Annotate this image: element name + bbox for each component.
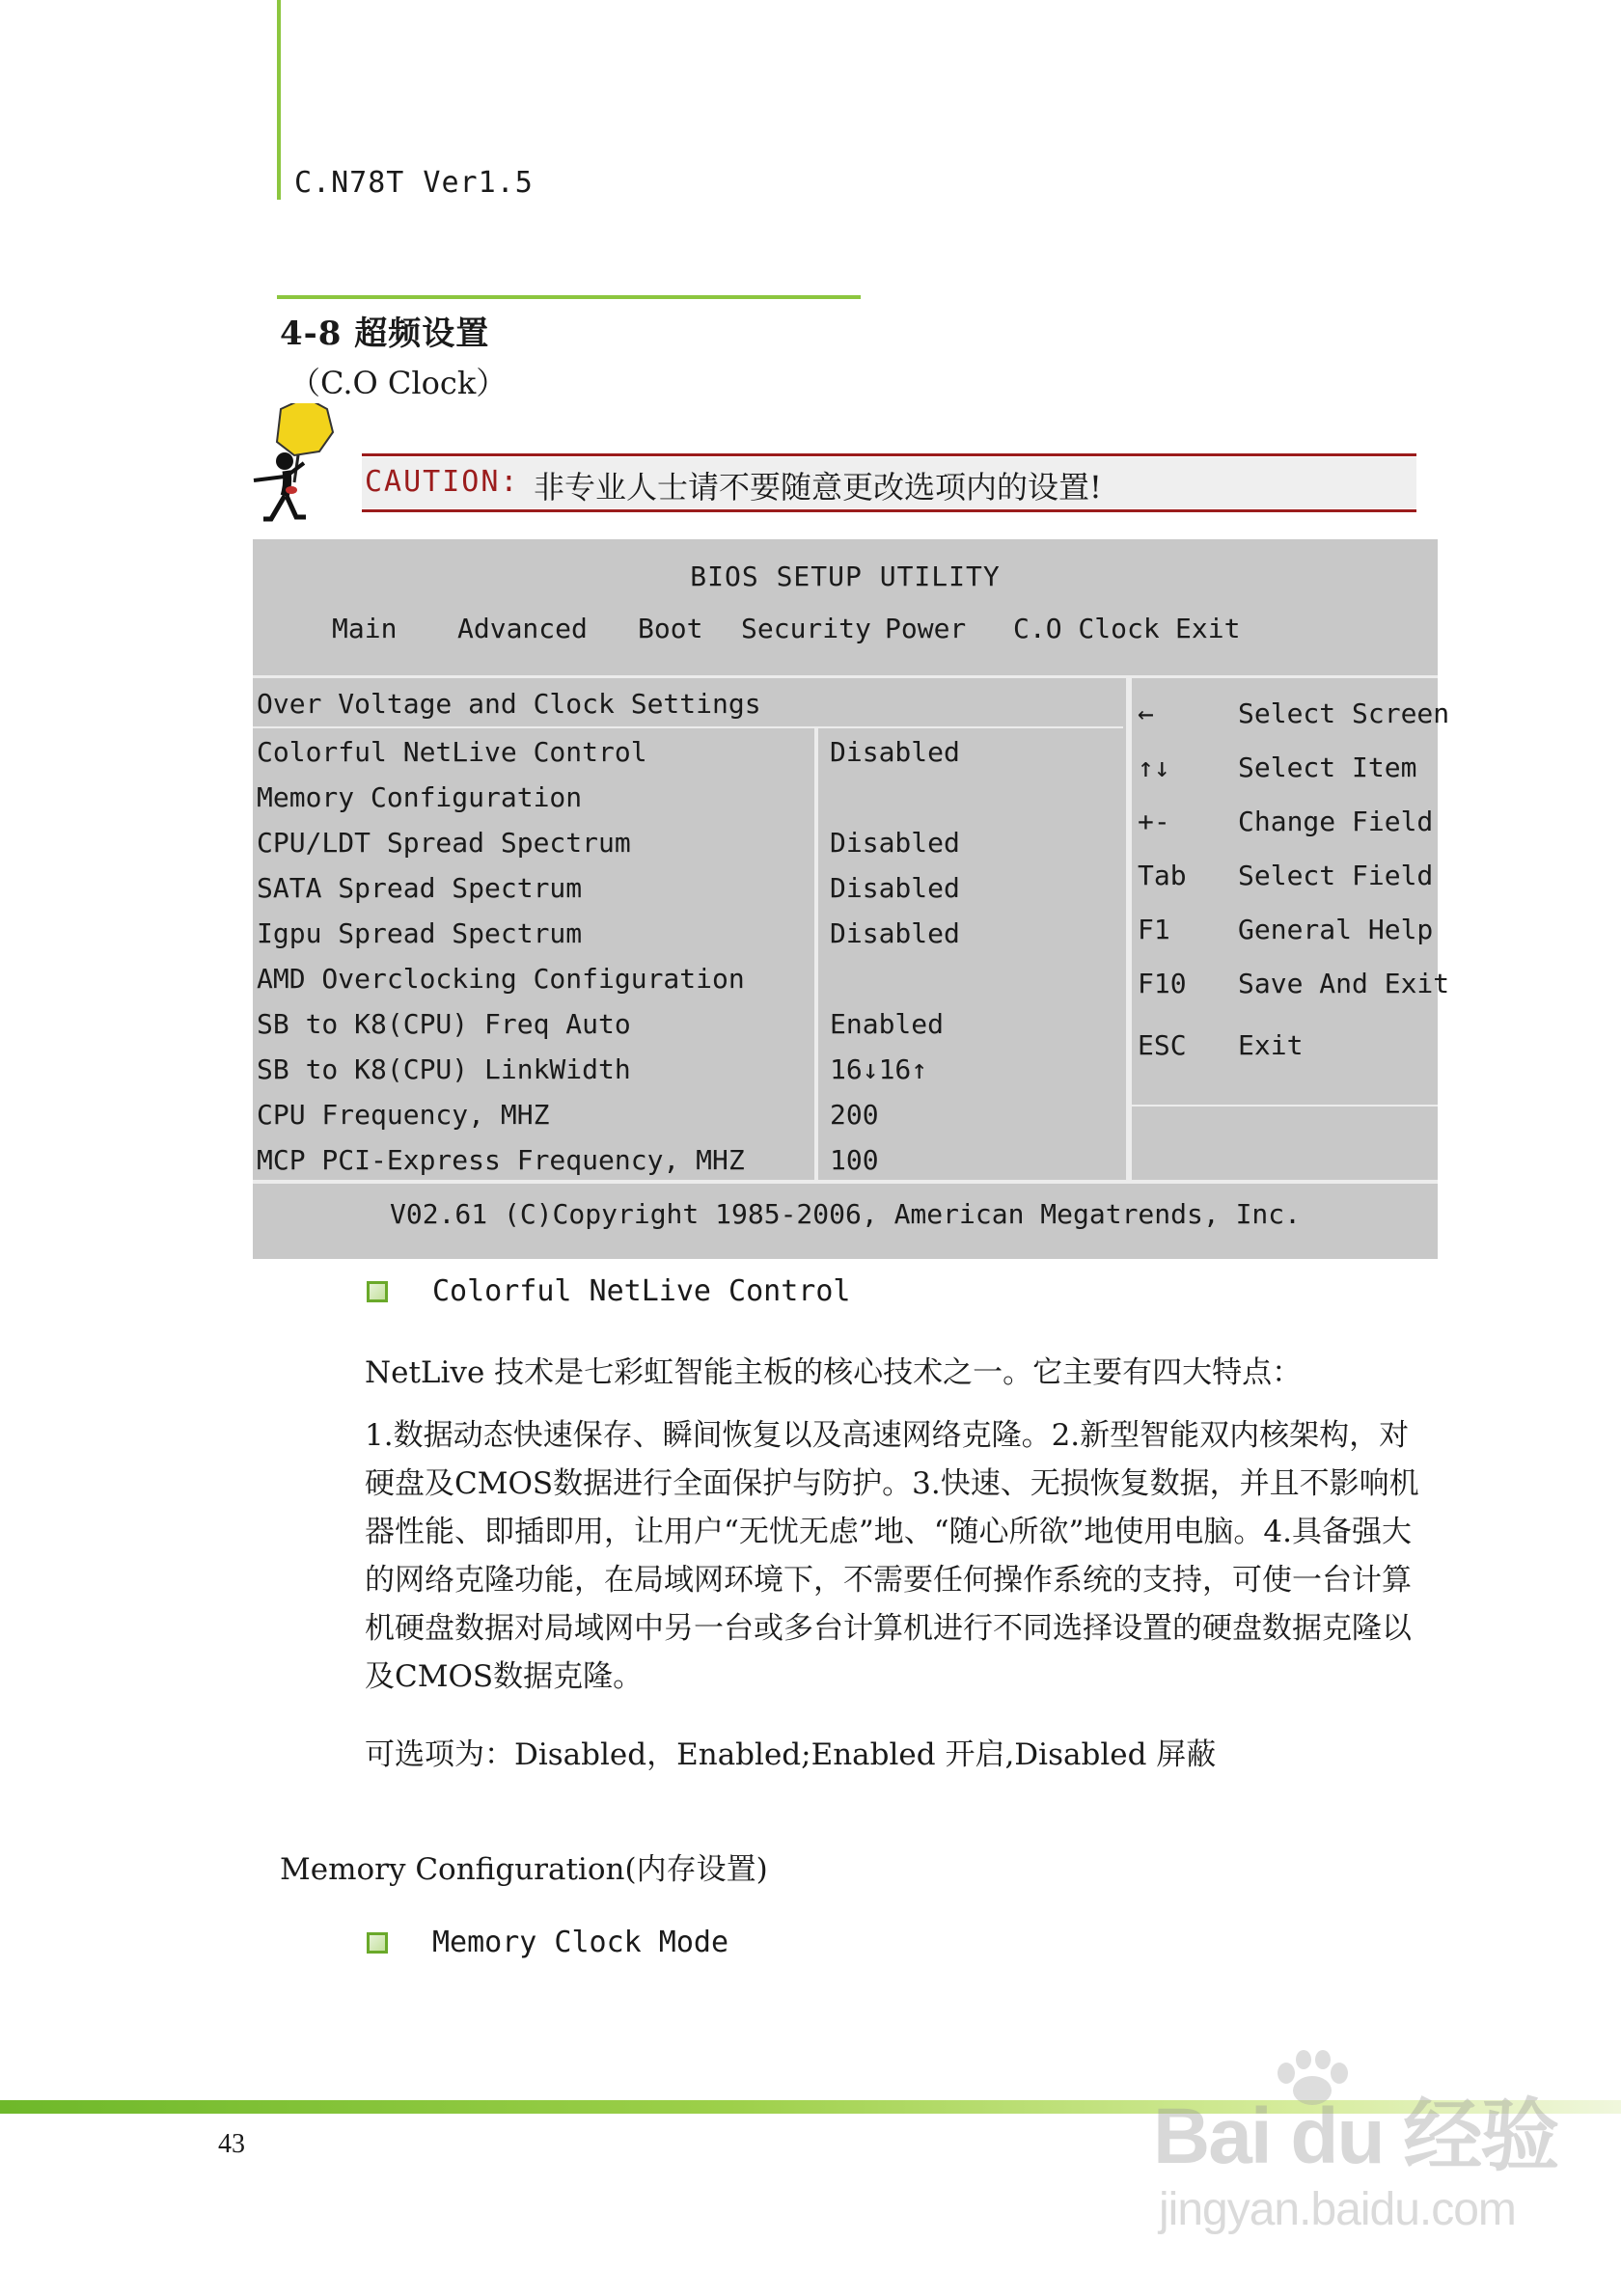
netlive-features-paragraph: 1.数据动态快速保存、瞬间恢复以及高速网络克隆。2.新型智能双内核架构，对硬盘及CMOS数据进行全面保护与防护。3.快速、无损恢复数据，并且不影响机器性能、即插即用，让用户“无忧无虑”地、“随心所欲”地使用电脑。4.具备强大的网络克隆功能，在局域网环境下，不需要任何操作系统的支持，可使一台计算机硬盘数据对局域网中另一台或多台计算机进行不同选择设置的硬盘数据克隆以及CMOS数据克隆。 xyxy=(365,1418,1419,1694)
bios-menu-exit[interactable]: Exit xyxy=(1175,613,1241,644)
bios-menu-boot[interactable]: Boot xyxy=(638,613,703,644)
checkbox-bullet-icon xyxy=(367,1932,388,1954)
section-title-rule xyxy=(277,295,861,299)
up-down-arrows-icon: ↑↓ xyxy=(1138,752,1170,783)
bios-copyright-footer: V02.61 (C)Copyright 1985-2006, American Megatrends, Inc. xyxy=(389,1198,1301,1230)
caution-text: 非专业人士请不要随意更改选项内的设置! xyxy=(534,469,1102,506)
bios-row-amd-overclocking[interactable] xyxy=(257,963,745,1005)
bios-help-panel: ← Select Screen ↑↓ Select Item +- Change Field Tab Select Field F1 General Help F10 Save And Exit ESC Exit xyxy=(1132,678,1438,1180)
bios-row-sb-k8-linkwidth[interactable] xyxy=(257,1053,928,1096)
netlive-bullet-heading: Colorful NetLive Control xyxy=(432,1274,851,1308)
netlive-intro-paragraph: NetLive 技术是七彩虹智能主板的核心技术之一。它主要有四大特点： xyxy=(365,1355,1303,1390)
bios-menu-security[interactable]: Security xyxy=(741,613,871,644)
caution-rule-top xyxy=(362,453,1416,456)
bios-row-value[interactable]: 200 xyxy=(830,1099,879,1131)
bios-row-label: Memory Configuration xyxy=(257,781,583,813)
netlive-options-paragraph: 可选项为：Disabled，Enabled;Enabled 开启,Disabled 屏蔽 xyxy=(365,1737,1217,1772)
caution-rule-bottom xyxy=(362,509,1416,512)
bios-row-label: AMD Overclocking Configuration xyxy=(257,963,745,995)
bios-row-label: MCP PCI-Express Frequency, MHZ xyxy=(257,1144,745,1176)
bios-row-label: Colorful NetLive Control xyxy=(257,736,647,768)
watermark-url: jingyan.baidu.com xyxy=(1159,2184,1516,2235)
bios-row-label: SB to K8(CPU) LinkWidth xyxy=(257,1053,631,1085)
bios-row-label: CPU/LDT Spread Spectrum xyxy=(257,827,631,859)
bios-row-label: SATA Spread Spectrum xyxy=(257,872,583,904)
bios-row-sb-k8-freq[interactable] xyxy=(257,1008,945,1051)
bios-row-label: Igpu Spread Spectrum xyxy=(257,917,583,949)
bios-menu-advanced[interactable]: Advanced xyxy=(457,613,588,644)
bios-row-label: SB to K8(CPU) Freq Auto xyxy=(257,1008,631,1040)
bios-row-sata-spread[interactable] xyxy=(257,872,960,915)
left-arrow-icon: ← xyxy=(1138,697,1154,729)
bios-row-value[interactable]: Enabled xyxy=(830,1008,945,1040)
bios-setup-screen xyxy=(253,539,1450,1259)
bios-row-label: CPU Frequency, MHZ xyxy=(257,1099,550,1131)
bios-row-cpu-frequency[interactable] xyxy=(257,1099,879,1141)
model-version-header: C.N78T Ver1.5 xyxy=(294,166,534,200)
caution-banner xyxy=(246,403,1418,519)
checkbox-bullet-icon xyxy=(367,1281,388,1302)
bios-settings-panel xyxy=(253,678,1123,1180)
page-number: 43 xyxy=(218,2129,245,2159)
section-title: 4-8 超频设置 xyxy=(280,314,490,353)
bios-row-value[interactable]: Disabled xyxy=(830,872,960,904)
bios-row-igpu-spread[interactable] xyxy=(257,917,960,960)
watermark-logo-text: Bai du 经验 xyxy=(1153,2092,1558,2180)
caution-label: CAUTION: xyxy=(365,465,520,499)
baidu-jingyan-watermark xyxy=(1153,2050,1568,2253)
bios-row-cpu-ldt-spread[interactable] xyxy=(257,827,960,869)
bios-row-memory-config[interactable] xyxy=(257,781,582,824)
memory-clock-mode-bullet: Memory Clock Mode xyxy=(432,1926,729,1959)
bios-row-value[interactable]: Disabled xyxy=(830,917,960,949)
left-accent-rule xyxy=(277,0,281,200)
bios-row-value[interactable]: 100 xyxy=(830,1144,879,1176)
bios-row-netlive[interactable] xyxy=(257,736,960,779)
bios-row-value[interactable]: Disabled xyxy=(830,827,960,859)
section-subtitle: （C.O Clock） xyxy=(289,365,508,401)
bios-title: BIOS SETUP UTILITY xyxy=(690,560,1001,592)
bios-row-value[interactable]: 16↓16↑ xyxy=(830,1053,928,1085)
bios-row-value[interactable]: Disabled xyxy=(830,736,960,768)
bios-menu-oc-clock[interactable]: C.O Clock xyxy=(1013,613,1160,644)
memory-config-heading: Memory Configuration(内存设置) xyxy=(280,1852,768,1887)
bios-menu-main[interactable]: Main xyxy=(332,613,398,644)
warning-sign-person-icon xyxy=(246,403,367,524)
bios-section-header: Over Voltage and Clock Settings xyxy=(257,688,761,720)
bios-menu-power[interactable]: Power xyxy=(885,613,967,644)
